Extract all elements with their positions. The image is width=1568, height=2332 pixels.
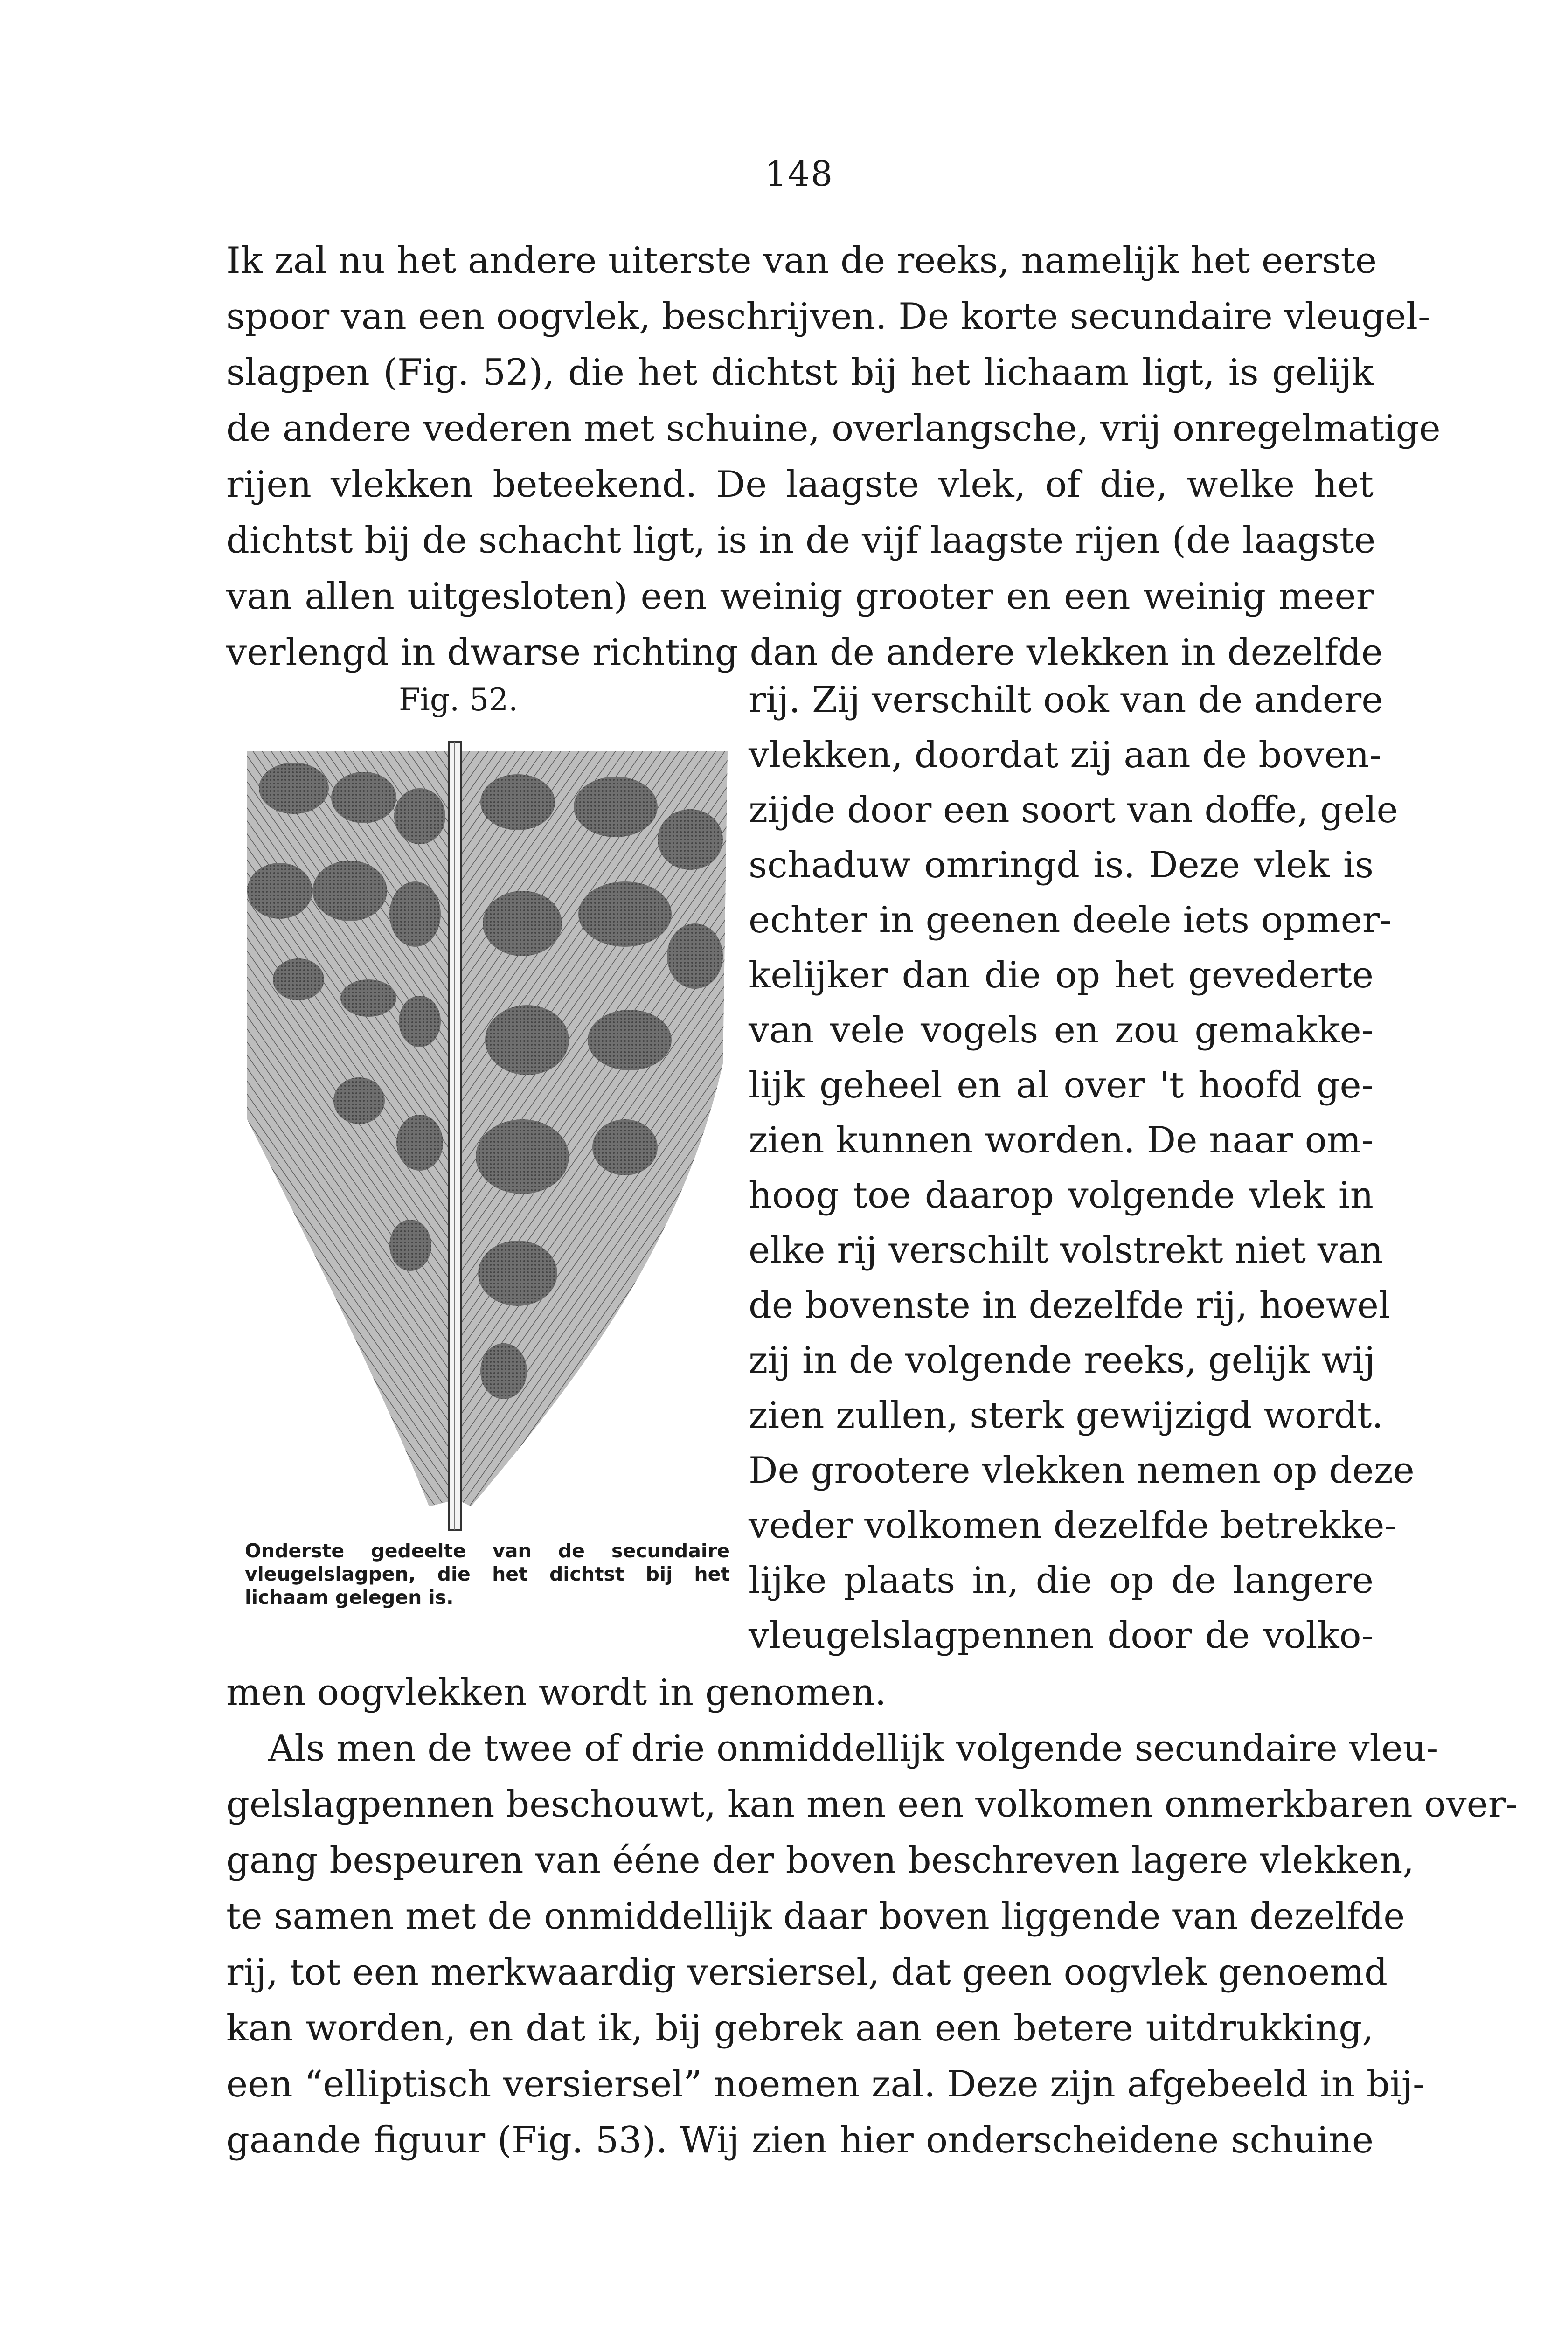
text-line: spoor van een oogvlek, beschrijven. De korte secundaire vleugel-: [226, 296, 1430, 338]
text-line: van allen uitgesloten) een weinig grooter en een weinig meer: [226, 576, 1374, 618]
text-line: hoog toe daarop volgende vlek in: [749, 1174, 1374, 1216]
figure-label: Fig. 52.: [399, 682, 519, 718]
text-line: dichtst bij de schacht ligt, is in de vijf laagste rijen (de laagste: [226, 520, 1376, 562]
text-line: de bovenste in dezelfde rij, hoewel: [749, 1284, 1390, 1326]
text-line: te samen met de onmiddellijk daar boven liggende van dezelfde: [226, 1895, 1405, 1937]
text-line: kan worden, en dat ik, bij gebrek aan een betere uitdrukking,: [226, 2007, 1374, 2049]
text-line: rij. Zij verschilt ook van de andere: [749, 679, 1383, 721]
text-line: gaande figuur (Fig. 53). Wij zien hier onderscheidene schuine: [226, 2119, 1374, 2161]
text-line: echter in geenen deele iets opmer-: [749, 899, 1392, 941]
text-line: elke rij verschilt volstrekt niet van: [749, 1229, 1383, 1271]
text-line: rijen vlekken beteekend. De laagste vlek, of die, welke het: [226, 464, 1374, 506]
text-line: slagpen (Fig. 52), die het dichtst bij het lichaam ligt, is gelijk: [226, 352, 1374, 394]
text-line: veder volkomen dezelfde betrekke-: [749, 1505, 1397, 1547]
feather-illustration: [243, 737, 732, 1539]
text-line: De grootere vlekken nemen op deze: [749, 1450, 1415, 1492]
text-line: gang bespeuren van ééne der boven beschreven lagere vlekken,: [226, 1839, 1415, 1881]
text-line: van vele vogels en zou gemakke-: [749, 1009, 1374, 1051]
text-line: de andere vederen met schuine, overlangsche, vrij onregelmatige: [226, 408, 1441, 450]
figure-caption: Onderste gedeelte van de secundaire vleugelslagpen, die het dichtst bij het lichaam gelegen is.: [245, 1540, 730, 1609]
text-line: rij, tot een merkwaardig versiersel, dat geen oogvlek genoemd: [226, 1951, 1388, 1993]
text-line: zij in de volgende reeks, gelijk wij: [749, 1340, 1375, 1381]
text-line: gelslagpennen beschouwt, kan men een volkomen onmerkbaren over-: [226, 1784, 1518, 1825]
text-line: schaduw omringd is. Deze vlek is: [749, 844, 1374, 886]
text-line: vlekken, doordat zij aan de boven-: [749, 734, 1382, 776]
page-number: 148: [765, 154, 834, 194]
text-line: lijk geheel en al over 't hoofd ge-: [749, 1064, 1374, 1106]
text-line: vleugelslagpennen door de volko-: [749, 1615, 1374, 1657]
text-line: Ik zal nu het andere uiterste van de reeks, namelijk het eerste: [226, 240, 1377, 282]
text-line: zien kunnen worden. De naar om-: [749, 1119, 1374, 1161]
text-line: kelijker dan die op het gevederte: [749, 954, 1374, 996]
text-line: men oogvlekken wordt in genomen.: [226, 1672, 887, 1714]
text-line: lijke plaats in, die op de langere: [749, 1560, 1374, 1602]
text-line: verlengd in dwarse richting dan de andere vlekken in dezelfde: [226, 632, 1383, 673]
text-line: zijde door een soort van doffe, gele: [749, 789, 1398, 831]
text-line: zien zullen, sterk gewijzigd wordt.: [749, 1395, 1384, 1437]
text-line: Als men de twee of drie onmiddellijk volgende secundaire vleu-: [268, 1728, 1439, 1770]
text-line: een “elliptisch versiersel” noemen zal. Deze zijn afgebeeld in bij-: [226, 2063, 1425, 2105]
